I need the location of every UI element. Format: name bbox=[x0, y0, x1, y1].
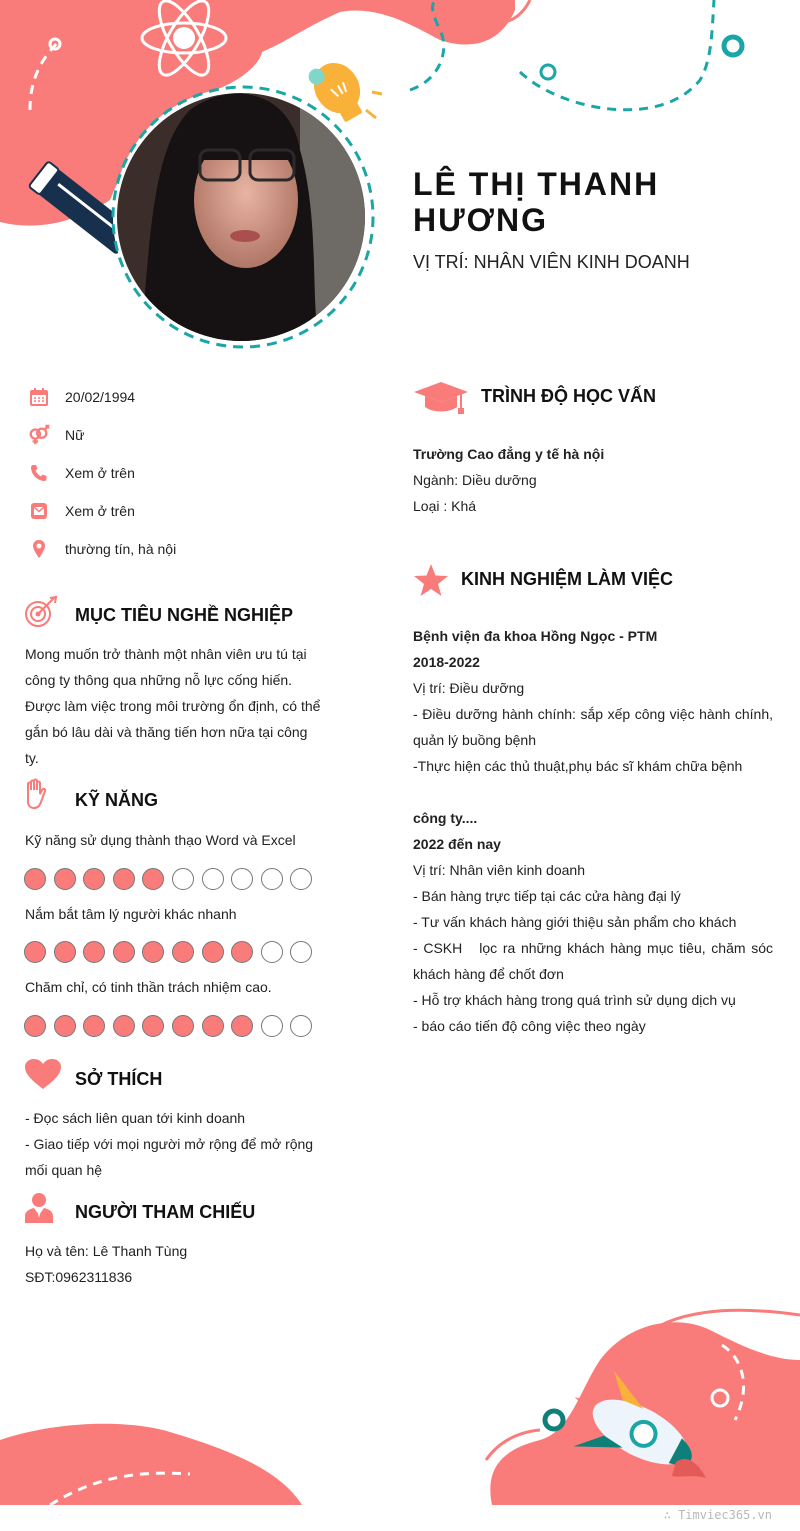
experience-job-1: Bệnh viện đa khoa Hồng Ngọc - PTM 2018-2022 Vị trí: Điều dưỡng - Điều dưỡng hành chính: sắp xếp công việc hành chính, quản lý buồng bệnh -Thực hiện các thủ thuật,phụ bác sĩ khám chữa bệnh bbox=[413, 623, 773, 779]
objective-text: Mong muốn trở thành một nhân viên ưu tú tại công ty thông qua những nỗ lực cống hiến. Được làm việc trong môi trường ổn định, có thể gắn bó lâu dài và thăng tiến hơn nữa tại công ty. bbox=[25, 646, 321, 766]
rating-dot-filled bbox=[54, 868, 76, 890]
job-period: 2018-2022 bbox=[413, 654, 480, 670]
rating-dot-empty bbox=[261, 1015, 283, 1037]
education-major: Ngành: Diều dưỡng bbox=[413, 472, 537, 488]
watermark: ∴ Timviec365.vn bbox=[663, 1508, 772, 1522]
rating-dot-filled bbox=[113, 1015, 135, 1037]
candidate-name: LÊ THỊ THANH HƯƠNG bbox=[413, 166, 660, 238]
hand-icon bbox=[24, 778, 48, 815]
contact-email-value: Xem ở trên bbox=[65, 503, 135, 519]
experience-job-2: công ty.... 2022 đến nay Vị trí: Nhân viên kinh doanh - Bán hàng trực tiếp tại các cửa hàng đại lý - Tư vấn khách hàng giới thiệu sản phẩm cho khách - CSKH lọc ra những khách hàng mục tiêu, chăm sóc khách hàng để chốt đơn - Hỗ trợ khách hàng trong quá trình sử dụng dịch vụ - báo cáo tiến độ công việc theo ngày bbox=[413, 805, 773, 1039]
rating-dot-filled bbox=[202, 941, 224, 963]
person-icon bbox=[24, 1192, 54, 1229]
rating-dot-filled bbox=[172, 941, 194, 963]
rating-dot-empty bbox=[202, 868, 224, 890]
rating-dot-filled bbox=[24, 941, 46, 963]
job-period: 2022 đến nay bbox=[413, 836, 501, 852]
education-title: TRÌNH ĐỘ HỌC VẤN bbox=[481, 386, 656, 406]
star-icon bbox=[413, 563, 449, 602]
experience-title: KINH NGHIỆM LÀM VIỆC bbox=[461, 569, 674, 589]
rating-dot-filled bbox=[113, 868, 135, 890]
contact-birthdate-value: 20/02/1994 bbox=[65, 389, 136, 405]
skill-label-1: Kỹ năng sử dụng thành thạo Word và Excel bbox=[25, 832, 296, 848]
heart-icon bbox=[24, 1058, 62, 1095]
calendar-icon bbox=[28, 386, 50, 408]
rating-dot-empty bbox=[261, 868, 283, 890]
target-icon bbox=[24, 596, 58, 633]
phone-icon bbox=[28, 462, 50, 484]
skill-label-2: Nắm bắt tâm lý người khác nhanh bbox=[25, 906, 237, 922]
contact-email bbox=[28, 499, 135, 523]
rating-dot-filled bbox=[113, 941, 135, 963]
rating-dot-filled bbox=[24, 1015, 46, 1037]
hobbies-text: - Đọc sách liên quan tới kinh doanh - Giao tiếp với mọi người mở rộng để mở rộng mối quan hệ bbox=[25, 1110, 314, 1178]
rating-dot-filled bbox=[54, 941, 76, 963]
education-school: Trường Cao đẳng y tế hà nội bbox=[413, 446, 605, 462]
skill-label-3: Chăm chỉ, có tinh thần trách nhiệm cao. bbox=[25, 979, 272, 995]
job-company: công ty.... bbox=[413, 810, 478, 826]
hobbies-title: SỞ THÍCH bbox=[75, 1069, 163, 1089]
rating-dot-empty bbox=[172, 868, 194, 890]
contact-gender-value: Nữ bbox=[65, 427, 85, 443]
rating-dot-empty bbox=[261, 941, 283, 963]
location-pin-icon bbox=[28, 538, 50, 560]
graduation-cap-icon bbox=[413, 380, 469, 421]
contact-address bbox=[28, 537, 177, 561]
education-text bbox=[413, 441, 783, 519]
skills-title: KỸ NĂNG bbox=[75, 790, 159, 810]
rating-dot-filled bbox=[202, 1015, 224, 1037]
job-company: Bệnh viện đa khoa Hồng Ngọc - PTM bbox=[413, 628, 658, 644]
email-icon bbox=[28, 500, 50, 522]
rating-dot-filled bbox=[54, 1015, 76, 1037]
education-grade: Loại : Khá bbox=[413, 498, 477, 514]
contact-address-value: thường tín, hà nội bbox=[65, 541, 177, 557]
contact-phone bbox=[28, 461, 135, 485]
candidate-position: VỊ TRÍ: NHÂN VIÊN KINH DOANH bbox=[413, 252, 690, 272]
references-text: Họ và tên: Lê Thanh Tùng SĐT:0962311836 bbox=[25, 1243, 188, 1285]
contact-phone-value: Xem ở trên bbox=[65, 465, 135, 481]
contact-gender bbox=[28, 423, 85, 447]
rating-dot-filled bbox=[24, 868, 46, 890]
contact-birthdate bbox=[28, 385, 136, 409]
gender-icon bbox=[28, 424, 50, 446]
bottom-left-coral-blob bbox=[0, 1424, 302, 1505]
objective-title: MỤC TIÊU NGHỀ NGHIỆP bbox=[75, 605, 294, 625]
references-title: NGƯỜI THAM CHIẾU bbox=[75, 1202, 256, 1222]
rating-dot-filled bbox=[172, 1015, 194, 1037]
